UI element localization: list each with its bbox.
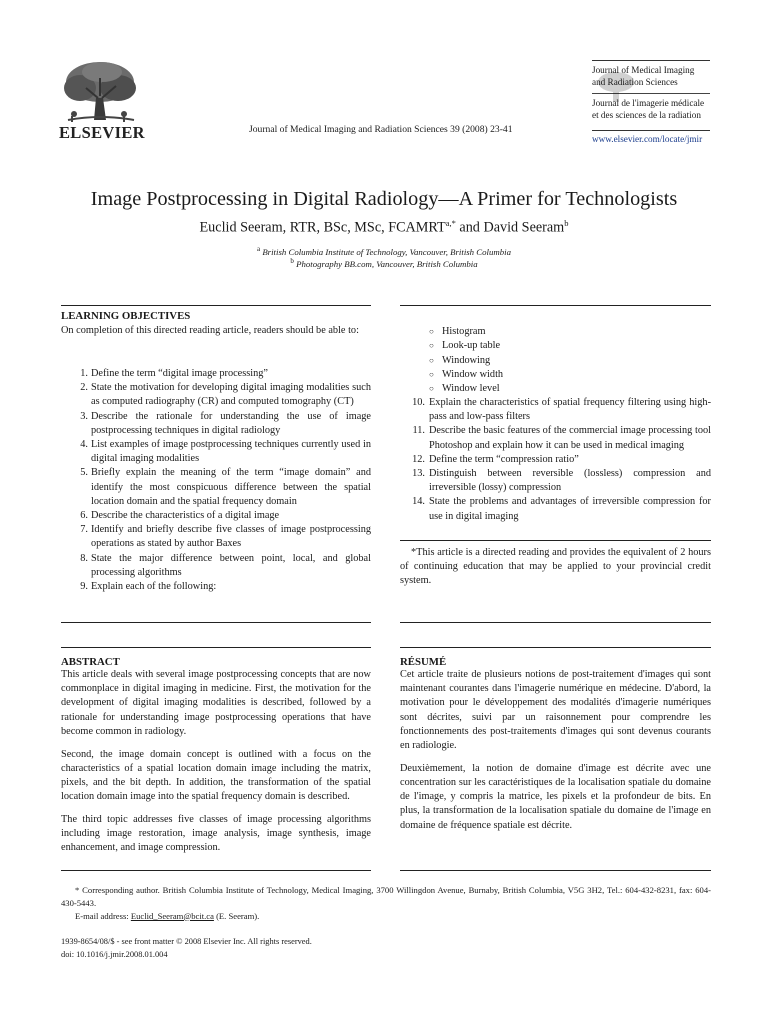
masthead-title-en-line1: Journal of Medical Imaging bbox=[592, 65, 695, 75]
objective-item bbox=[400, 424, 711, 452]
objectives-list-left bbox=[61, 367, 371, 594]
sublist-text: Look-up table bbox=[442, 340, 501, 352]
objective-item bbox=[61, 466, 371, 509]
objective-number: 2. bbox=[80, 382, 88, 394]
masthead-top-rule bbox=[592, 60, 710, 61]
sublist-item bbox=[429, 354, 503, 368]
author-1: Euclid Seeram, RTR, BSc, MSc, FCAMRT bbox=[199, 219, 446, 236]
objective-text: Explain each of the following: bbox=[91, 581, 217, 593]
abstract-bottom-rule bbox=[61, 870, 371, 871]
objective-item bbox=[61, 552, 371, 580]
affiliation-b bbox=[0, 257, 768, 269]
journal-url-link[interactable]: www.elsevier.com/locate/jmir bbox=[592, 134, 703, 144]
abstract-paragraph: Second, the image domain concept is outlined with a focus on the characteristics of a spatial location domain image including the matrix, pixels, and the bit depth. In addition, the transformation of the spatial location domain image into the spatial frequency domain is described. bbox=[61, 748, 371, 803]
sublist-item bbox=[429, 382, 503, 396]
learning-objectives-heading: LEARNING OBJECTIVES bbox=[61, 310, 191, 322]
objective-number: 13. bbox=[412, 468, 425, 480]
objective-item bbox=[400, 495, 711, 523]
sublist-text: Windowing bbox=[442, 354, 491, 366]
objective-item bbox=[61, 367, 371, 381]
affiliation-b-text: Photography BB.com, Vancouver, British Columbia bbox=[296, 258, 478, 269]
objective-number: 6. bbox=[80, 510, 88, 522]
sublist-text: Histogram bbox=[442, 326, 486, 337]
objective-number: 4. bbox=[80, 439, 88, 451]
objective-item bbox=[61, 438, 371, 466]
email-line bbox=[61, 910, 711, 923]
author-line bbox=[0, 218, 768, 237]
objective-text: Briefly explain the meaning of the term “image domain” and identify the most conspicuous difference between the spatial location domain and the spatial frequency domain bbox=[91, 467, 371, 507]
objective-number: 9. bbox=[80, 581, 88, 593]
masthead-title-fr-line1: Journal de l'imagerie médicale bbox=[592, 98, 705, 108]
objective-text: Describe the characteristics of a digital image bbox=[91, 510, 280, 522]
author-conjunction: and bbox=[455, 219, 484, 236]
objective-text: Explain the characteristics of spatial frequency filtering using high-pass and low-pass filters bbox=[429, 397, 711, 423]
article-title: Image Postprocessing in Digital Radiology—A Primer for Technologists bbox=[90, 188, 678, 210]
objectives-sublist bbox=[429, 325, 503, 396]
abstract-paragraph: The third topic addresses five classes of image processing algorithms including image restoration, image analysis, image synthesis, image enhancement, and image compression. bbox=[61, 813, 371, 854]
issn-copyright-line: 1939-8654/08/$ - see front matter © 2008 Elsevier Inc. All rights reserved. bbox=[61, 937, 312, 946]
copyright-block bbox=[61, 936, 312, 962]
masthead-watermark-logo bbox=[596, 70, 636, 106]
abstract-top-rule bbox=[61, 647, 371, 648]
email-label: E-mail address: bbox=[75, 910, 131, 921]
objective-item bbox=[400, 467, 711, 495]
resume-heading: RÉSUMÉ bbox=[400, 656, 447, 668]
corresponding-author-footnote bbox=[61, 884, 711, 922]
journal-masthead bbox=[592, 60, 710, 144]
objective-number: 10. bbox=[412, 397, 425, 408]
corresponding-author-text: * Corresponding author. British Columbia Institute of Technology, Medical Imaging, 3700 Willingdon Avenue, Burnaby, British Columbia, V5G 3H2, Tel.: 604-432-8231, fax: 604-430-5443. bbox=[61, 885, 711, 908]
lo-top-rule-right bbox=[400, 305, 711, 306]
masthead-bottom-rule bbox=[592, 130, 710, 131]
objective-item bbox=[61, 509, 371, 523]
objective-item bbox=[61, 410, 371, 438]
affiliation-b-marker: b bbox=[290, 257, 294, 265]
sublist-item bbox=[429, 368, 503, 382]
objective-text: State the problems and advantages of irreversible compression for use in digital imaging bbox=[429, 496, 711, 522]
author-2-affiliation-marker[interactable]: b bbox=[564, 218, 569, 228]
abstract-section bbox=[61, 656, 371, 864]
objective-number: 5. bbox=[80, 467, 88, 479]
objective-text: Define the term “digital image processing” bbox=[91, 368, 268, 379]
objective-text: State the major difference between point, local, and global processing algorithms bbox=[91, 552, 371, 578]
objective-number: 12. bbox=[412, 453, 425, 465]
lo-bottom-rule-right bbox=[400, 622, 711, 623]
hollow-bullet-icon: ○ bbox=[429, 355, 434, 365]
resume-top-rule bbox=[400, 647, 711, 648]
objective-text: Define the term “compression ratio” bbox=[429, 453, 579, 465]
masthead-title-fr-line2: et des sciences de la radiation bbox=[592, 109, 701, 120]
objective-text: Describe the basic features of the commercial image processing tool Photoshop and explain how it can be used in medical imaging bbox=[429, 425, 711, 451]
hollow-bullet-icon: ○ bbox=[429, 369, 434, 379]
objective-number: 1. bbox=[80, 368, 88, 379]
objective-text: State the motivation for developing digital imaging modalities such as computed radiography (CR) and computed tomography (CT) bbox=[91, 382, 371, 408]
author-2: David Seeram bbox=[483, 219, 565, 236]
objective-text: Distinguish between reversible (lossless) compression and irreversible (lossy) compression bbox=[429, 468, 711, 494]
objective-number: 8. bbox=[80, 552, 88, 564]
objective-text: List examples of image postprocessing techniques currently used in digital imaging modalities bbox=[91, 439, 371, 465]
sublist-item bbox=[429, 339, 503, 353]
learning-objectives-intro: On completion of this directed reading article, readers should be able to: bbox=[61, 325, 359, 336]
sublist-text: Window width bbox=[442, 368, 504, 380]
journal-citation: Journal of Medical Imaging and Radiation Sciences 39 (2008) 23-41 bbox=[249, 124, 513, 135]
lo-top-rule-left bbox=[61, 305, 371, 306]
email-link[interactable]: Euclid_Seeram@bcit.ca bbox=[130, 910, 214, 921]
continuing-education-note: *This article is a directed reading and provides the equivalent of 2 hours of continuing education that may be applied to your provincial credit system. bbox=[400, 547, 711, 587]
affiliation-a-text: British Columbia Institute of Technology, Vancouver, British Columbia bbox=[262, 246, 511, 257]
lo-bottom-rule-left bbox=[61, 622, 371, 623]
objective-number: 3. bbox=[80, 410, 88, 422]
author-1-affiliation-marker[interactable]: a,* bbox=[445, 218, 456, 228]
hollow-bullet-icon: ○ bbox=[429, 384, 434, 394]
hollow-bullet-icon: ○ bbox=[429, 327, 434, 336]
objective-item bbox=[400, 453, 711, 467]
resume-section bbox=[400, 656, 711, 841]
affiliation-a bbox=[0, 245, 768, 257]
doi-line[interactable]: doi: 10.1016/j.jmir.2008.01.004 bbox=[61, 949, 168, 959]
hollow-bullet-icon: ○ bbox=[429, 341, 434, 351]
objective-item bbox=[61, 381, 371, 409]
resume-paragraph: Deuxièmement, la notion de domaine d'image est décrite avec une concentration sur les caractéristiques de la localisation spatiale du domaine de l'image, y compris la matrice, les pixels et la profondeur de bits. En plus, la transformation de la localisation spatiale du domaine de l'image en domaine de fréquence spatiale est décrite. bbox=[400, 762, 711, 831]
sublist-text: Window level bbox=[442, 383, 500, 395]
objective-number: 7. bbox=[80, 524, 88, 536]
objective-text: Identify and briefly describe five classes of image postprocessing operations as stated by author Baxes bbox=[91, 524, 371, 550]
abstract-paragraph: This article deals with several image postprocessing concepts that are now commonplace in digital imaging in medicine. First, the motivation for the development of digital imaging modalities is described, followed by a rationale for understanding image postprocessing operations that have become common in radiology. bbox=[61, 669, 371, 737]
objective-number: 11. bbox=[412, 425, 425, 437]
abstract-heading: ABSTRACT bbox=[61, 656, 120, 668]
resume-bottom-rule bbox=[400, 870, 711, 871]
affiliation-a-marker: a bbox=[257, 245, 261, 253]
sublist-item bbox=[429, 325, 503, 339]
objective-item bbox=[400, 396, 711, 424]
credit-note-rule bbox=[400, 540, 711, 541]
masthead-title-en-line2: and Radiation Sciences bbox=[592, 76, 678, 87]
objective-number: 14. bbox=[412, 496, 425, 508]
objective-item bbox=[61, 580, 371, 594]
objectives-list-right bbox=[400, 396, 711, 524]
publisher-name: ELSEVIER bbox=[59, 123, 145, 142]
email-owner: (E. Seeram). bbox=[213, 910, 260, 921]
objective-text: Describe the rationale for understanding the use of image postprocessing techniques in digital radiology bbox=[91, 410, 371, 436]
objective-item bbox=[61, 523, 371, 551]
resume-paragraph: Cet article traite de plusieurs notions de post-traitement d'images qui sont maintenant courantes dans l'imagerie numérique en médecine. D'abord, la motivation pour le développement des modalités d'imagerie numériques sont décrites, suivi par un raisonnement pour comprendre les fonctionnements des post-traitements d'images qui sont devenus courants en radiologie. bbox=[400, 669, 711, 752]
